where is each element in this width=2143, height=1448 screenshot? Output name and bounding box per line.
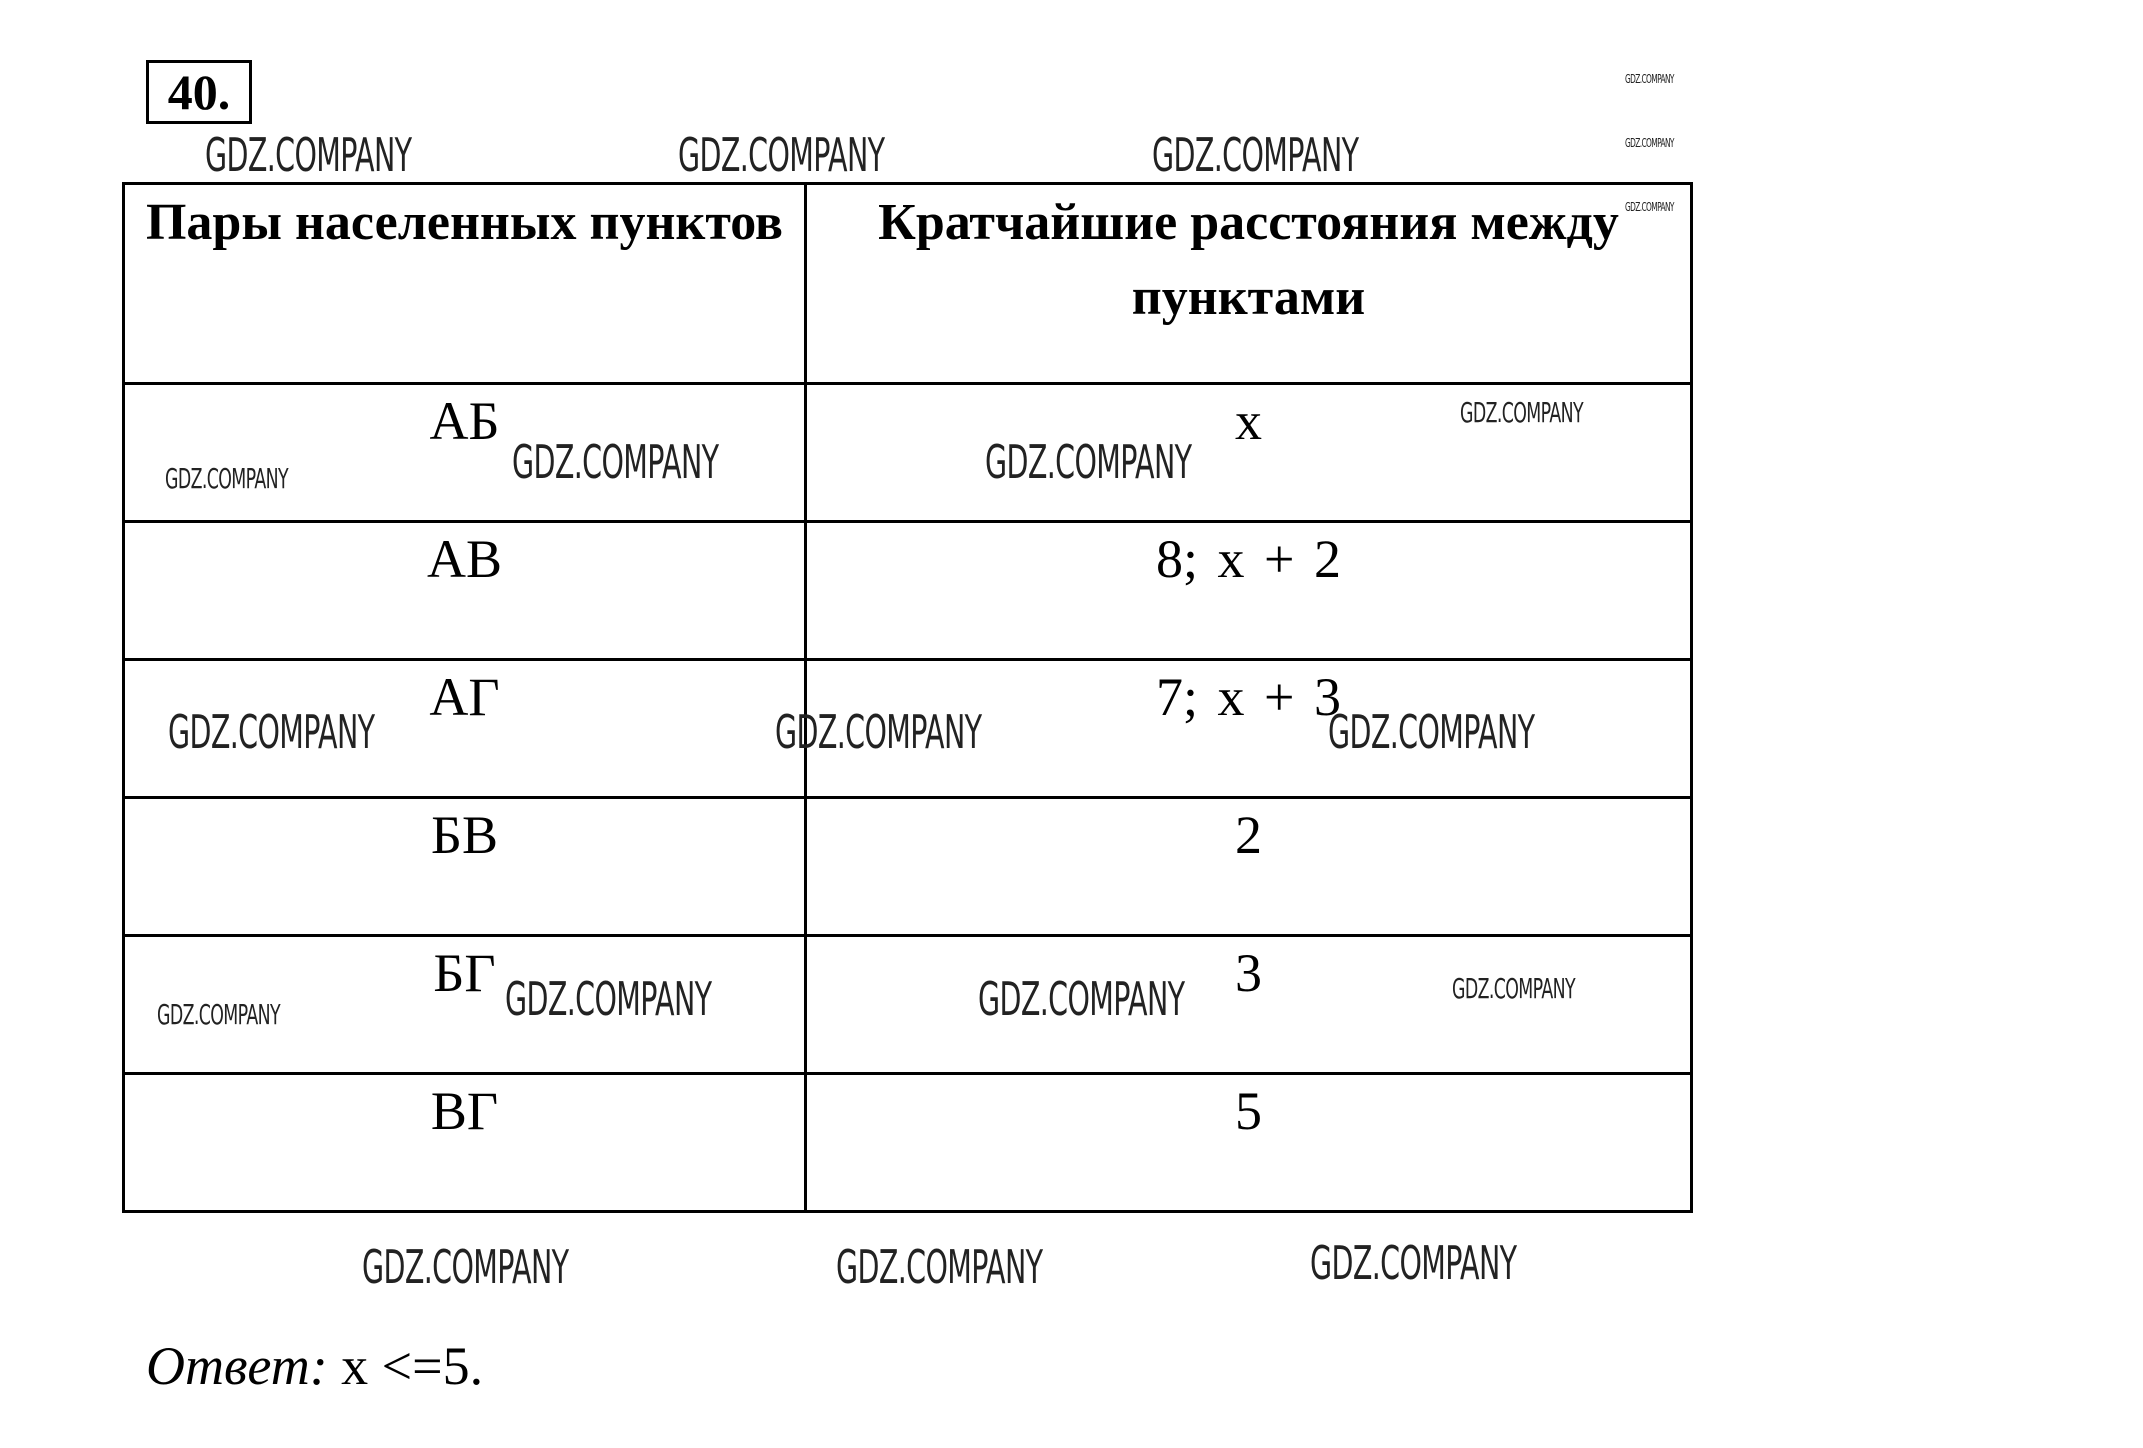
- watermark: GDZ.COMPANY: [205, 128, 412, 182]
- table-row: [124, 384, 1692, 522]
- watermark: GDZ.COMPANY: [157, 998, 281, 1031]
- watermark: GDZ.COMPANY: [362, 1240, 569, 1294]
- watermark: GDZ.COMPANY: [505, 972, 712, 1026]
- table-row: [124, 522, 1692, 660]
- header-distances: Кратчайшие расстояния между пунктами: [806, 184, 1692, 384]
- watermark: GDZ.COMPANY: [775, 705, 982, 759]
- watermark: GDZ.COMPANY: [1152, 128, 1359, 182]
- distances-table: [122, 182, 1693, 1213]
- table-header-row: [124, 184, 1692, 384]
- watermark: GDZ.COMPANY: [165, 462, 289, 495]
- problem-number: 40.: [146, 60, 252, 124]
- answer-line: [146, 1334, 483, 1398]
- cell-distance: 7; x + 3: [806, 660, 1692, 798]
- watermark: GDZ.COMPANY: [1625, 200, 1674, 214]
- header-pairs: Пары населенных пунктов: [124, 184, 806, 384]
- cell-pair: ВГ: [124, 1074, 806, 1212]
- watermark: GDZ.COMPANY: [1328, 705, 1535, 759]
- cell-distance: 8; x + 2: [806, 522, 1692, 660]
- watermark: GDZ.COMPANY: [836, 1240, 1043, 1294]
- cell-distance: 3: [806, 936, 1692, 1074]
- watermark: GDZ.COMPANY: [1625, 72, 1674, 86]
- watermark: GDZ.COMPANY: [512, 435, 719, 489]
- cell-distance: 2: [806, 798, 1692, 936]
- cell-pair: АГ: [124, 660, 806, 798]
- table-row: [124, 1074, 1692, 1212]
- watermark: GDZ.COMPANY: [1452, 972, 1576, 1005]
- cell-pair: БГ: [124, 936, 806, 1074]
- table-row: [124, 798, 1692, 936]
- cell-pair: БВ: [124, 798, 806, 936]
- answer-label: Ответ:: [146, 1336, 328, 1396]
- cell-pair: АВ: [124, 522, 806, 660]
- watermark: GDZ.COMPANY: [678, 128, 885, 182]
- watermark: GDZ.COMPANY: [1310, 1236, 1517, 1290]
- answer-value: x <=5.: [327, 1336, 484, 1396]
- cell-distance: 5: [806, 1074, 1692, 1212]
- watermark: GDZ.COMPANY: [985, 435, 1192, 489]
- watermark: GDZ.COMPANY: [168, 705, 375, 759]
- cell-distance: x: [806, 384, 1692, 522]
- watermark: GDZ.COMPANY: [1625, 136, 1674, 150]
- cell-pair: АБ: [124, 384, 806, 522]
- watermark: GDZ.COMPANY: [978, 972, 1185, 1026]
- watermark: GDZ.COMPANY: [1460, 396, 1584, 429]
